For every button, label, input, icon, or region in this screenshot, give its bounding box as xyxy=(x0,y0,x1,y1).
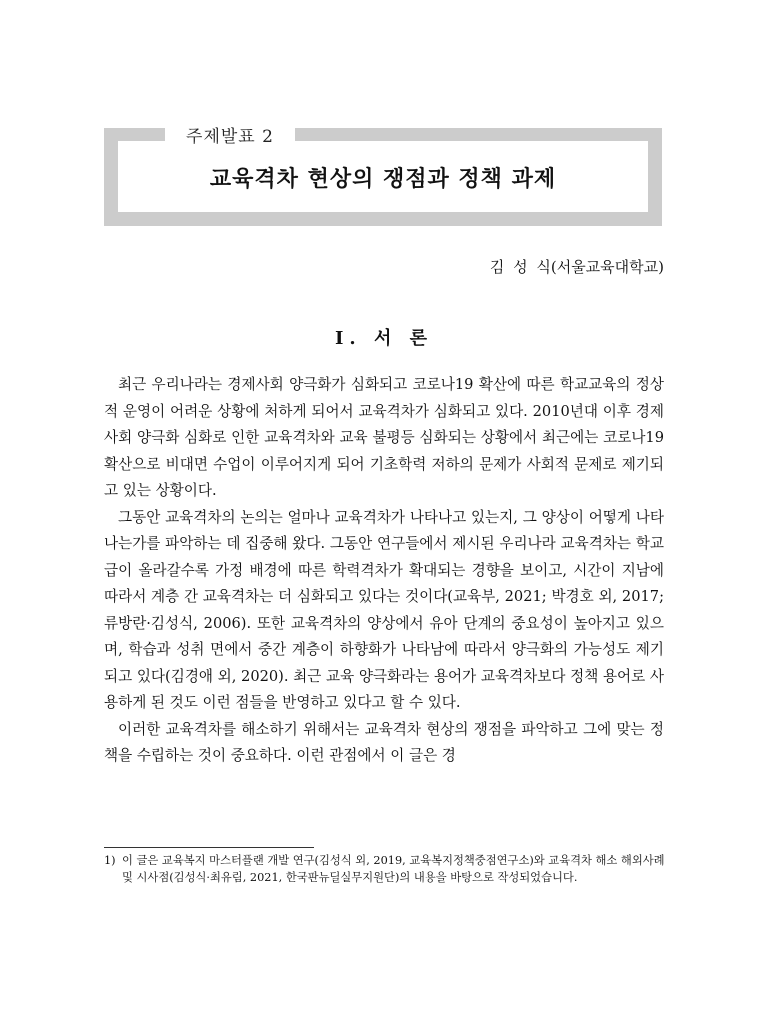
footnote xyxy=(104,852,668,886)
footnote-mark: 1) xyxy=(104,854,116,867)
section-heading: Ⅰ. 서 론 xyxy=(335,328,433,349)
author-line: 김 성 식(서울교육대학교) xyxy=(489,258,664,276)
footnote-divider xyxy=(104,847,314,848)
paragraph-2: 그동안 교육격차의 논의는 얼마나 교육격차가 나타나고 있는지, 그 양상이 어떻게 나타나는가를 파악하는 데 집중해 왔다. 그동안 연구들에서 제시된 우리나라 교육격차는 학교급이 올라갈수록 가정 배경에 따른 학력격차가 확대되는 경향을 보이고, 시간이 지남에 따라서 계층 간 교육격차는 더 심화되고 있다는 것이다(교육부, 2021; 박경호 외, 2017; 류방란·김성식, 2006). 또한 교육격차의 양상에서 유아 단계의 중요성이 높아지고 있으며, 학습과 성취 면에서 중간 계층이 하향화가 나타남에 따라서 양극화의 가능성도 제기되고 있다(김경애 외, 2020). 최근 교육 양극화라는 용어가 교육격차보다 정책 용어로 사용하게 된 것도 이런 점들을 반영하고 있다고 할 수 있다. xyxy=(104,508,664,711)
body-text xyxy=(104,372,664,770)
presentation-tag: 주제발표 2 xyxy=(165,124,295,150)
paragraph-1: 최근 우리나라는 경제사회 양극화가 심화되고 코로나19 확산에 따른 학교교육의 정상적 운영이 어려운 상황에 처하게 되어서 교육격차가 심화되고 있다. 2010년대 이후 경제사회 양극화 심화로 인한 교육격차와 교육 불평등 심화되는 상황에서 최근에는 코로나19 확산으로 비대면 수업이 이루어지게 되어 기초학력 저하의 문제가 사회적 문제로 제기되고 있는 상황이다. xyxy=(104,376,664,499)
footnote-text: 이 글은 교육복지 마스터플랜 개발 연구(김성식 외, 2019, 교육복지정책중점연구소)와 교육격차 해소 해외사례 및 시사점(김성식·최유림, 2021, 한국판뉴딜실무지원단)의 내용을 바탕으로 작성되었습니다. xyxy=(122,854,665,884)
page-title: 교육격차 현상의 쟁점과 정책 과제 xyxy=(209,166,557,192)
paragraph-3: 이러한 교육격차를 해소하기 위해서는 교육격차 현상의 쟁점을 파악하고 그에 맞는 정책을 수립하는 것이 중요하다. 이런 관점에서 이 글은 경 xyxy=(104,720,664,764)
